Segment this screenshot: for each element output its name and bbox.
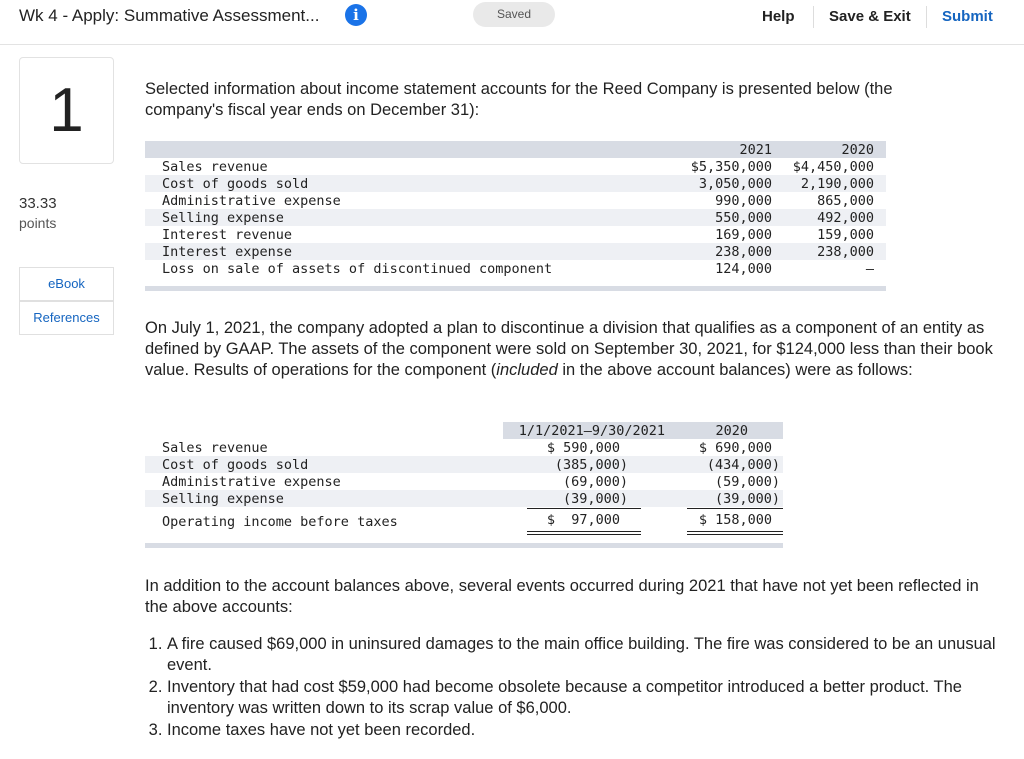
value-2020: (39,000)	[714, 491, 780, 507]
events-list	[145, 634, 1017, 742]
value-2021: $5,350,000	[690, 159, 772, 175]
top-bar	[0, 0, 1024, 45]
value-2021: 238,000	[715, 244, 772, 260]
question-number: 1	[19, 57, 114, 164]
ebook-button[interactable]: eBook	[19, 267, 114, 301]
value-2021: 169,000	[715, 227, 772, 243]
list-item: 3. Income taxes have not yet been recorded.	[167, 720, 1017, 741]
list-item: 1. A fire caused $69,000 in uninsured damages to the main office building. The fire was considered to be an unusual event.	[167, 634, 1017, 676]
value-2021: $ 590,000	[546, 440, 620, 456]
value-2020: 492,000	[817, 210, 874, 226]
column-header-2020: 2020	[841, 142, 874, 158]
value-2021: (385,000)	[554, 457, 628, 473]
row-label: Interest revenue	[162, 227, 293, 243]
row-label: Selling expense	[162, 491, 284, 507]
value-2020: $4,450,000	[792, 159, 874, 175]
points-value: 33.33	[19, 195, 57, 212]
total-double-line	[687, 534, 783, 535]
row-label: Interest expense	[162, 244, 293, 260]
value-2021: 990,000	[715, 193, 772, 209]
emphasis-text: included	[496, 361, 558, 379]
row-label: Sales revenue	[162, 440, 268, 456]
value-2021: 550,000	[715, 210, 772, 226]
subtotal-line	[527, 508, 641, 509]
value-2020: –	[865, 261, 874, 277]
value-2021: $ 97,000	[546, 512, 620, 528]
points-label: points	[19, 215, 57, 231]
row-label: Cost of goods sold	[162, 176, 309, 192]
row-label: Loss on sale of assets of discontinued component	[162, 261, 553, 277]
help-button[interactable]: Help	[762, 8, 795, 25]
total-double-line	[687, 531, 783, 532]
paragraph-text: On July 1, 2021, the company adopted a plan to discontinue a division that qualifies as a component of an entity as defined by GAAP. The assets of the component were sold on September 30, 2021, for $124,000 less than their book value. Results of operations for the component (	[145, 319, 993, 379]
total-double-line	[527, 531, 641, 532]
row-label: Sales revenue	[162, 159, 268, 175]
paragraph-text: in the above account balances) were as follows:	[557, 361, 913, 379]
divider	[926, 6, 927, 28]
table-header-bar	[145, 141, 886, 158]
discontinued-operations-paragraph	[145, 318, 995, 381]
value-2020: 865,000	[817, 193, 874, 209]
table-footer-bar	[145, 286, 886, 291]
value-2021: (39,000)	[562, 491, 628, 507]
column-header-2020: 2020	[715, 423, 748, 439]
value-2020: (59,000)	[714, 474, 780, 490]
assignment-title: Wk 4 - Apply: Summative Assessment...	[19, 6, 320, 25]
row-label: Administrative expense	[162, 193, 341, 209]
intro-paragraph: Selected information about income statement accounts for the Reed Company is presented below (the company's fiscal year ends on December 31):	[145, 80, 893, 119]
value-2020: $ 158,000	[698, 512, 772, 528]
value-2021: 3,050,000	[698, 176, 772, 192]
row-label: Selling expense	[162, 210, 284, 226]
value-2020: (434,000)	[706, 457, 780, 473]
value-2020: $ 690,000	[698, 440, 772, 456]
subtotal-line	[687, 508, 783, 509]
row-label: Cost of goods sold	[162, 457, 309, 473]
references-button[interactable]: References	[19, 301, 114, 335]
value-2020: 159,000	[817, 227, 874, 243]
save-exit-button[interactable]: Save & Exit	[829, 8, 911, 25]
total-double-line	[527, 534, 641, 535]
value-2021: 124,000	[715, 261, 772, 277]
info-icon[interactable]: i	[345, 4, 367, 26]
additional-events-paragraph: In addition to the account balances above, several events occurred during 2021 that have not yet been reflected in the above accounts:	[145, 577, 979, 616]
row-label: Operating income before taxes	[162, 514, 398, 530]
submit-button[interactable]: Submit	[942, 8, 993, 25]
column-header-2021: 2021	[739, 142, 772, 158]
value-2021: (69,000)	[562, 474, 628, 490]
saved-status-badge: Saved	[473, 2, 555, 27]
value-2020: 238,000	[817, 244, 874, 260]
list-item: 2. Inventory that had cost $59,000 had become obsolete because a competitor introduced a better product. The inventory was written down to its scrap value of $6,000.	[167, 677, 1017, 719]
divider	[813, 6, 814, 28]
value-2020: 2,190,000	[800, 176, 874, 192]
row-label: Administrative expense	[162, 474, 341, 490]
column-header-period: 1/1/2021–9/30/2021	[518, 423, 665, 439]
table-footer-bar	[145, 543, 783, 548]
